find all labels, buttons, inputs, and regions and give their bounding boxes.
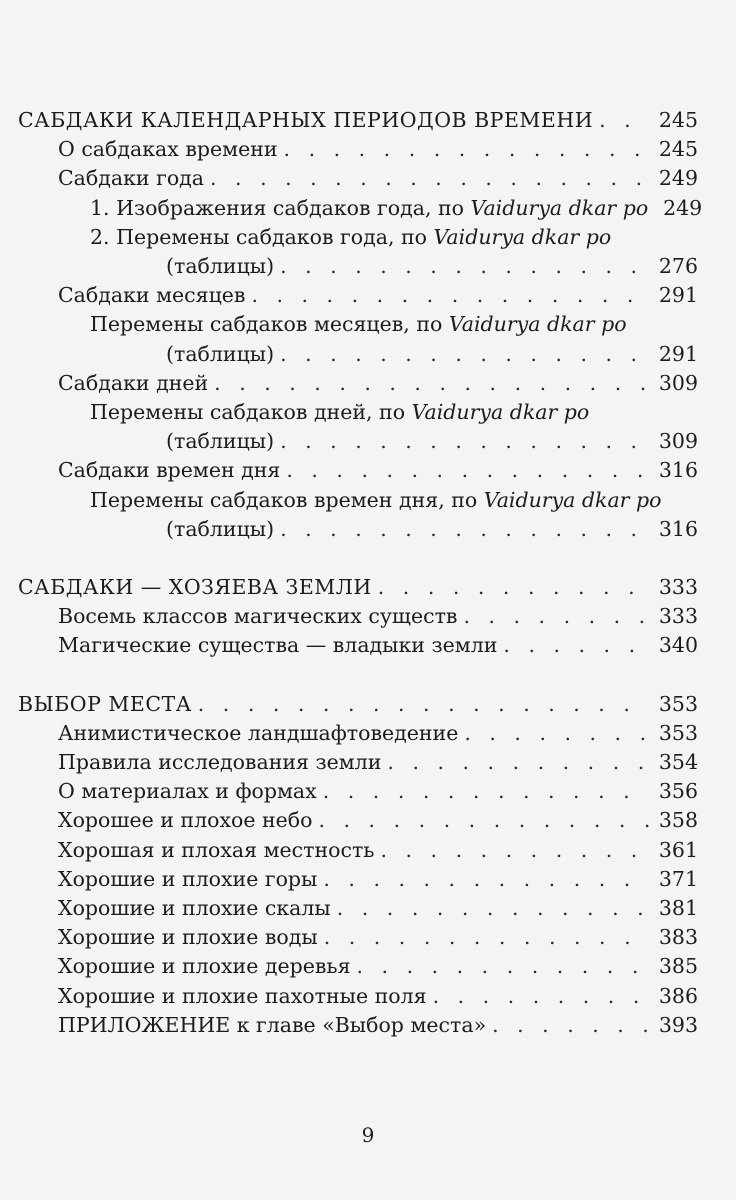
dot-leader [198, 690, 650, 719]
page-ref: 358 [658, 808, 698, 833]
section-title: САБДАКИ КАЛЕНДАРНЫХ ПЕРИОДОВ ВРЕМЕНИ [18, 108, 594, 132]
toc-entry-continuation[interactable] [18, 515, 698, 544]
entry-title: 2. Перемены сабдаков года, по Vaidurya dkar po [90, 224, 612, 249]
entry-title: Хорошие и плохие скалы [58, 896, 331, 921]
entry-title: Правила исследования земли [58, 750, 382, 775]
toc-entry[interactable] [18, 486, 698, 515]
entry-title: Перемены сабдаков времен дня, по Vaidurya dkar po [90, 487, 662, 512]
entry-title: 1. Изображения сабдаков года, по Vaidurya dkar po [90, 195, 649, 220]
entry-continuation: (таблицы) [166, 254, 275, 279]
dot-leader [463, 602, 650, 631]
toc-entry[interactable] [18, 310, 698, 339]
page-ref: 316 [658, 516, 698, 541]
toc-entry[interactable] [18, 398, 698, 427]
entry-title: Перемены сабдаков дней, по Vaidurya dkar po [90, 400, 590, 425]
page-ref: 333 [658, 575, 698, 600]
page-ref: 356 [658, 779, 698, 804]
page-ref: 249 [658, 166, 698, 191]
toc-section-heading[interactable] [18, 573, 698, 602]
entry-title: Хорошие и плохие воды [58, 925, 318, 950]
dot-leader [324, 923, 650, 952]
dot-leader [337, 894, 650, 923]
toc-entry[interactable] [18, 836, 698, 865]
toc-entry[interactable] [18, 952, 698, 981]
page-ref: 309 [658, 370, 698, 395]
toc-entry[interactable] [18, 719, 698, 748]
entry-title: Хорошие и плохие пахотные поля [58, 983, 427, 1008]
entry-title: Сабдаки месяцев [58, 283, 246, 308]
dot-leader [599, 106, 650, 135]
entry-title: Хорошие и плохие горы [58, 866, 318, 891]
page-ref: 371 [658, 866, 698, 891]
page-ref: 245 [658, 137, 698, 162]
toc-entry[interactable] [18, 456, 698, 485]
source-title: Vaidurya dkar po [483, 487, 662, 512]
toc-entry[interactable] [18, 631, 698, 660]
entry-title: О материалах и формах [58, 779, 317, 804]
section-title: САБДАКИ — ХОЗЯЕВА ЗЕМЛИ [18, 575, 372, 600]
section-gap [18, 661, 698, 690]
dot-leader [210, 164, 650, 193]
dot-leader [280, 340, 650, 369]
entry-title: Сабдаки времен дня [58, 458, 281, 483]
page-ref: 393 [658, 1012, 698, 1037]
toc-entry[interactable] [18, 602, 698, 631]
dot-leader [280, 515, 650, 544]
dot-leader [318, 806, 650, 835]
section-title: ВЫБОР МЕСТА [18, 691, 192, 716]
page-number: 9 [361, 1123, 375, 1147]
entry-continuation: (таблицы) [166, 429, 275, 454]
entry-title: О сабдаках времени [58, 137, 278, 162]
page-ref: 386 [658, 983, 698, 1008]
dot-leader [286, 456, 650, 485]
page-ref: 354 [658, 750, 698, 775]
entry-title: Хорошая и плохая местность [58, 837, 375, 862]
toc-entry[interactable] [18, 982, 698, 1011]
toc-entry[interactable] [18, 748, 698, 777]
page-ref: 333 [658, 604, 698, 629]
toc-entry-continuation[interactable] [18, 427, 698, 456]
source-title: Vaidurya dkar po [448, 312, 627, 337]
dot-leader [214, 369, 650, 398]
toc-entry-continuation[interactable] [18, 252, 698, 281]
page-ref: 291 [658, 341, 698, 366]
dot-leader [378, 573, 650, 602]
entry-title: Хорошие и плохие деревья [58, 954, 351, 979]
entry-title: Сабдаки дней [58, 370, 209, 395]
source-title: Vaidurya dkar po [433, 224, 612, 249]
toc-entry[interactable] [18, 923, 698, 952]
entry-title: Магические существа — владыки земли [58, 633, 498, 658]
page-ref: 249 [663, 195, 703, 220]
toc-entry[interactable] [18, 281, 698, 310]
dot-leader [284, 135, 650, 164]
toc-section-heading[interactable] [18, 106, 698, 135]
dot-leader [323, 777, 650, 806]
dot-leader [380, 836, 650, 865]
toc-entry[interactable] [18, 164, 698, 193]
dot-leader [357, 952, 651, 981]
entry-title: ПРИЛОЖЕНИЕ к главе «Выбор места» [58, 1012, 487, 1037]
toc-section-heading[interactable] [18, 690, 698, 719]
page-ref: 291 [658, 283, 698, 308]
toc-entry[interactable] [18, 194, 703, 223]
source-title: Vaidurya dkar po [470, 195, 649, 220]
toc-entry[interactable] [18, 777, 698, 806]
dot-leader [280, 427, 650, 456]
page-ref: 340 [658, 633, 698, 658]
entry-title: Анимистическое ландшафтоведение [58, 720, 459, 745]
dot-leader [503, 631, 650, 660]
page-ref: 361 [658, 837, 698, 862]
toc-entry[interactable] [18, 135, 698, 164]
page-ref: 353 [658, 720, 698, 745]
dot-leader [323, 865, 650, 894]
section-gap [18, 544, 698, 573]
page-ref: 381 [658, 896, 698, 921]
entry-title: Восемь классов магических существ [58, 604, 458, 629]
toc-entry-continuation[interactable] [18, 340, 698, 369]
dot-leader [387, 748, 650, 777]
entry-title: Хорошее и плохое небо [58, 808, 313, 833]
toc-entry[interactable] [18, 865, 698, 894]
dot-leader [433, 982, 650, 1011]
dot-leader [280, 252, 650, 281]
page-ref: 385 [658, 954, 698, 979]
toc-entry[interactable] [18, 894, 698, 923]
dot-leader [464, 719, 650, 748]
toc-entry[interactable] [18, 223, 698, 252]
toc-entry[interactable] [18, 806, 698, 835]
entry-title: Сабдаки года [58, 166, 205, 191]
page-ref: 276 [658, 254, 698, 279]
dot-leader [492, 1011, 650, 1040]
dot-leader [251, 281, 650, 310]
toc-entry[interactable] [18, 369, 698, 398]
table-of-contents [18, 106, 703, 1040]
entry-continuation: (таблицы) [166, 341, 275, 366]
page-ref: 353 [658, 691, 698, 716]
entry-title: Перемены сабдаков месяцев, по Vaidurya dkar po [90, 312, 627, 337]
page-ref: 383 [658, 925, 698, 950]
source-title: Vaidurya dkar po [411, 400, 590, 425]
entry-continuation: (таблицы) [166, 516, 275, 541]
page-ref: 316 [658, 458, 698, 483]
page-ref: 245 [658, 108, 698, 132]
page-ref: 309 [658, 429, 698, 454]
toc-entry[interactable] [18, 1011, 698, 1040]
